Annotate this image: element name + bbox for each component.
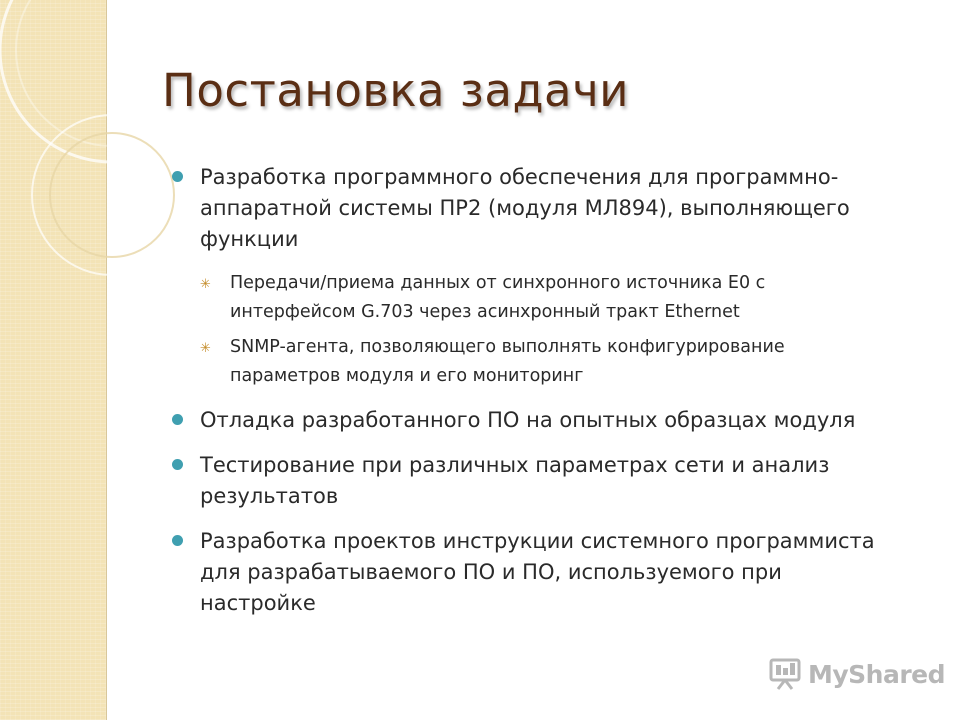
bullet-list (170, 162, 900, 619)
bullet-text: Тестирование при различных параметрах сети и анализ результатов (200, 453, 830, 508)
bullet-marker (172, 535, 183, 546)
sub-bullet-text: Передачи/приема данных от синхронного источника Е0 с интерфейсом G.703 через асинхронный тракт Ethernet (230, 273, 766, 322)
sub-bullet-item-2 (200, 333, 840, 391)
myshared-watermark[interactable] (768, 654, 945, 694)
bullet-text: Отладка разработанного ПО на опытных образцах модуля (200, 408, 856, 432)
bullet-marker (172, 171, 183, 182)
bullet-item-4 (170, 526, 900, 619)
sub-bullet-list (200, 269, 840, 391)
presentation-board-icon (768, 657, 802, 691)
sub-bullet-item-1 (200, 269, 840, 327)
bullet-text: Разработка проектов инструкции системного программиста для разрабатываемого ПО и ПО, используемого при настройке (200, 529, 875, 615)
bullet-marker (172, 414, 183, 425)
sub-bullet-text: SNMP-агента, позволяющего выполнять конфигурирование параметров модуля и его мониторинг (230, 337, 785, 386)
watermark-logo-text: MyShared (808, 659, 946, 689)
slide-title: Постановка задачи (162, 64, 629, 117)
bullet-text: Разработка программного обеспечения для программно-аппаратной системы ПР2 (модуля МЛ894), выполняющего функции (200, 165, 850, 251)
bullet-item-3 (170, 450, 900, 512)
sub-bullet-marker: ✳ (200, 341, 211, 356)
bullet-item-2 (170, 405, 900, 436)
sub-bullet-marker: ✳ (200, 277, 211, 292)
bullet-item-1 (170, 162, 900, 391)
bullet-marker (172, 459, 183, 470)
